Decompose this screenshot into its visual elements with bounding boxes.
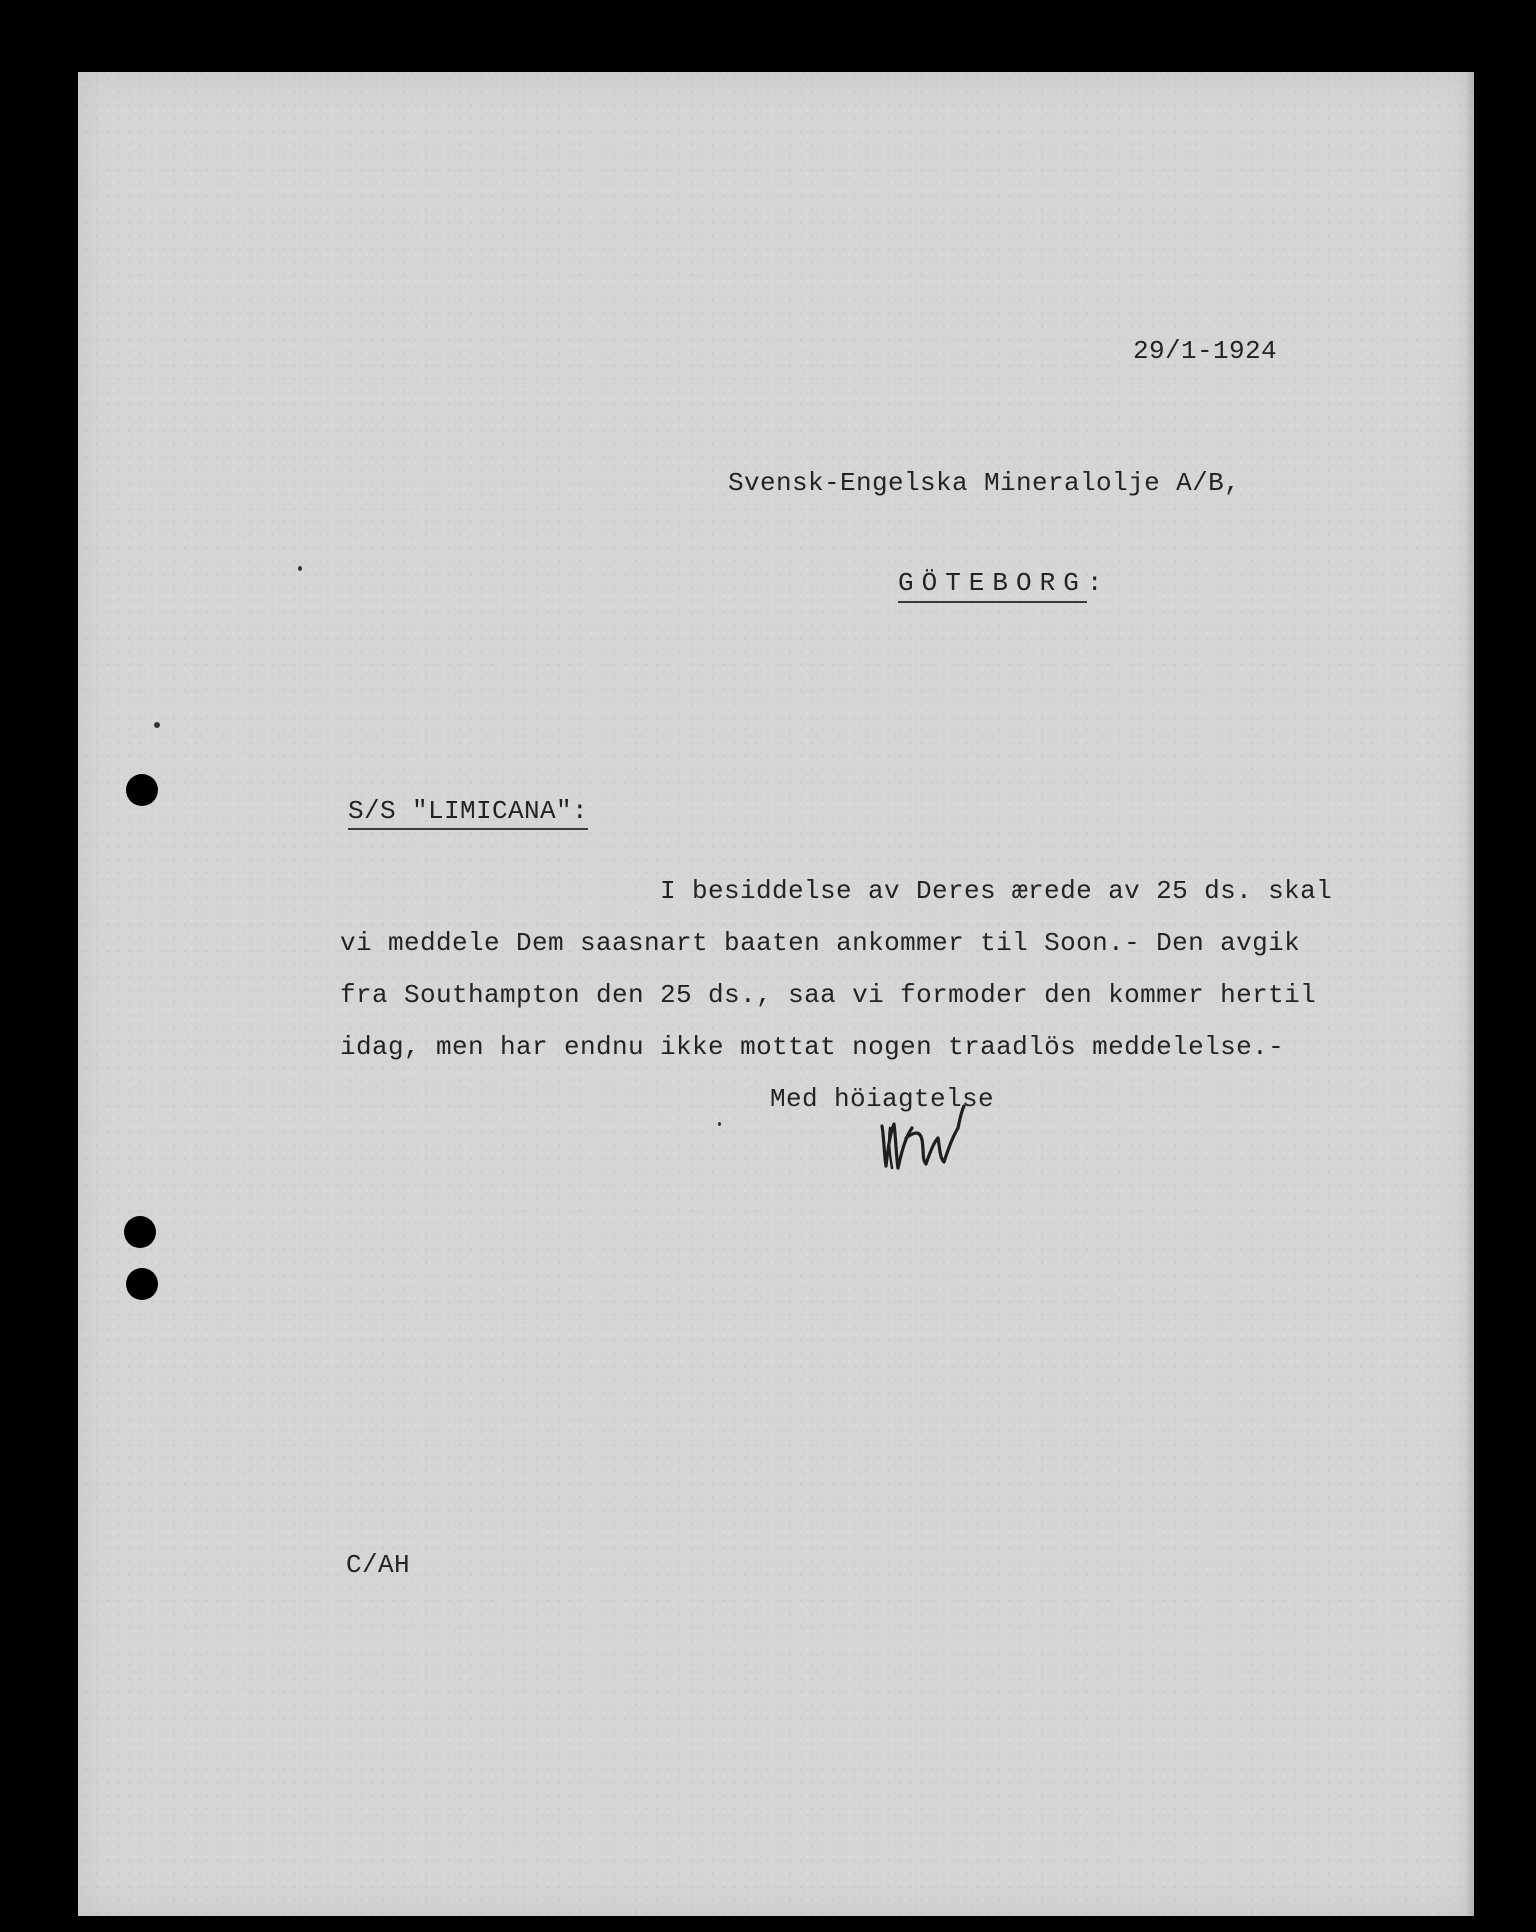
letter-subject: S/S "LIMICANA": <box>348 798 588 830</box>
body-line: I besiddelse av Deres ærede av 25 ds. skal <box>660 876 1333 906</box>
ink-speck <box>718 1122 721 1126</box>
punch-hole <box>126 774 158 806</box>
body-line: vi meddele Dem saasnart baaten ankommer til Soon.- Den avgik <box>340 928 1301 958</box>
body-line: fra Southampton den 25 ds., saa vi formoder den kommer hertil <box>340 980 1317 1010</box>
page-edge-shadow <box>1464 72 1474 1916</box>
ink-speck <box>298 566 302 571</box>
recipient-city <box>898 570 1110 596</box>
punch-hole <box>124 1216 156 1248</box>
letter-date: 29/1-1924 <box>1133 336 1278 366</box>
body-line: idag, men har endnu ikke mottat nogen traadlös meddelelse.- <box>340 1032 1285 1062</box>
punch-hole <box>126 1268 158 1300</box>
letter-closing: Med höiagtelse <box>770 1084 995 1114</box>
handwritten-signature <box>876 1098 976 1178</box>
typist-initials: C/AH <box>346 1550 411 1580</box>
ink-speck <box>154 722 160 728</box>
city-suffix: : <box>1086 568 1111 598</box>
city-name: GÖTEBORG <box>898 568 1087 603</box>
recipient-name: Svensk-Engelska Mineralolje A/B, <box>728 468 1241 498</box>
